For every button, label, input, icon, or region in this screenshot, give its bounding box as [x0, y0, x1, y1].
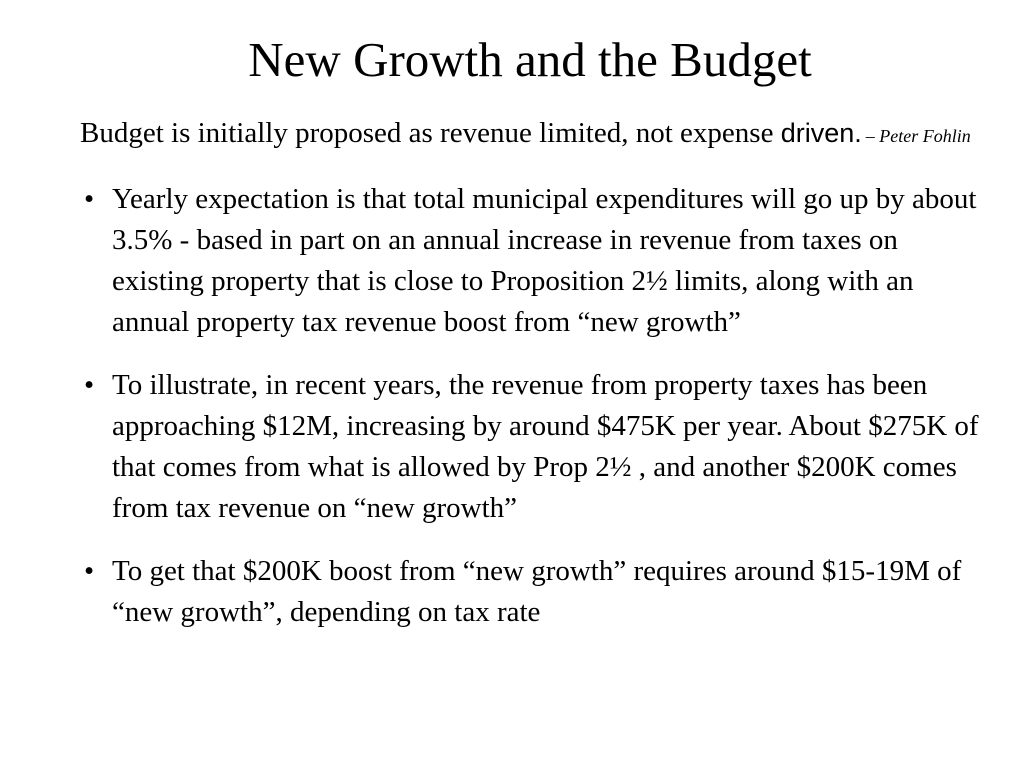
- bullet-marker: •: [84, 369, 95, 401]
- intro-tail: driven.: [780, 118, 862, 148]
- bullet-item: [80, 365, 985, 529]
- intro-paragraph: [80, 113, 985, 157]
- bullet-text: To illustrate, in recent years, the revenue from property taxes has been approaching $12M, increasing by around $475K per year. About $275K of that comes from what is allowed by Prop 2½ , and another $200K comes from tax revenue on “new growth”: [112, 369, 979, 524]
- intro-attribution: – Peter Fohlin: [865, 126, 971, 146]
- intro-text: Budget is initially proposed as revenue limited, not expense: [80, 117, 774, 149]
- bullet-list: [80, 179, 985, 633]
- slide-title: New Growth and the Budget: [248, 32, 812, 87]
- bullet-marker: •: [84, 183, 95, 215]
- bullet-text: Yearly expectation is that total municipal expenditures will go up by about 3.5% - based in part on an annual increase in revenue from taxes on existing property that is close to Proposition 2½ limits, along with an annual property tax revenue boost from “new growth”: [112, 183, 977, 338]
- bullet-text: To get that $200K boost from “new growth” requires around $15-19M of “new growth”, depending on tax rate: [112, 555, 962, 628]
- slide-content: [80, 113, 985, 655]
- bullet-item: [80, 551, 985, 633]
- bullet-marker: •: [84, 555, 95, 587]
- bullet-item: [80, 179, 985, 343]
